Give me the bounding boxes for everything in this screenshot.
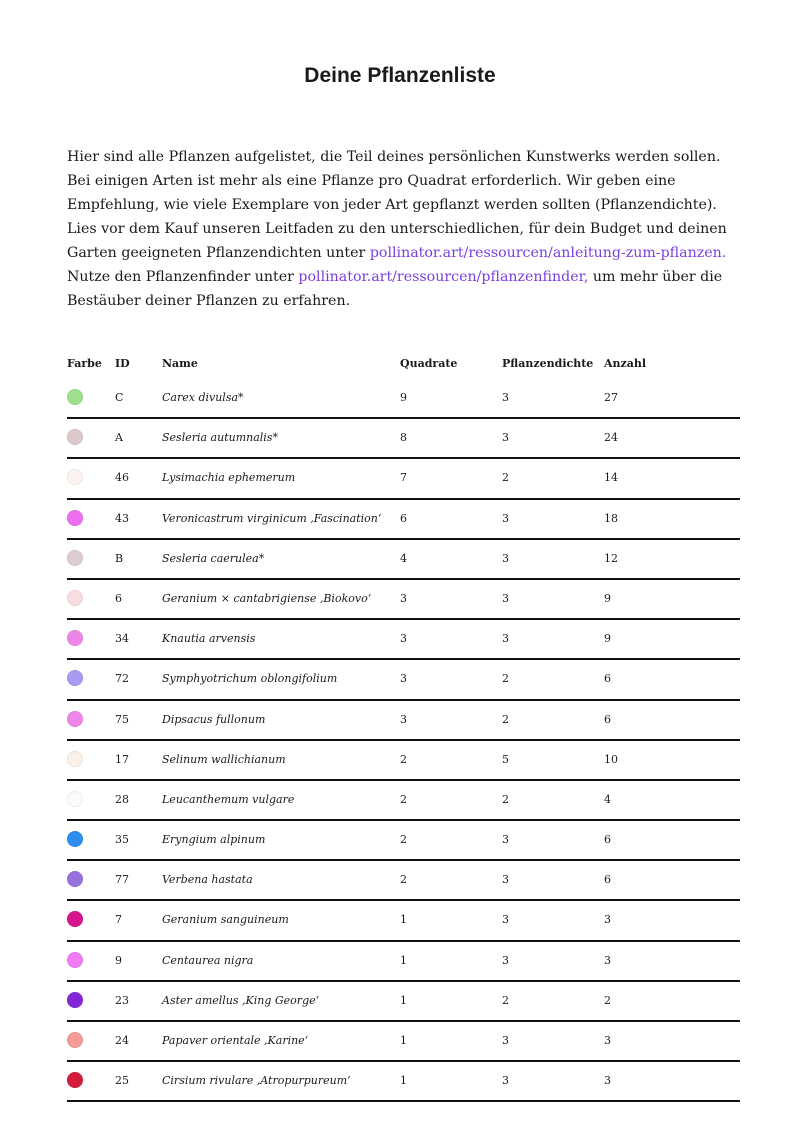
cell-pflanzendichte: 5 [502, 752, 509, 766]
cell-id: 35 [115, 833, 129, 847]
table-header [67, 349, 740, 379]
cell-pflanzendichte: 3 [502, 953, 509, 967]
cell-pflanzendichte: 2 [502, 471, 509, 485]
color-dot [67, 751, 83, 767]
cell-quadrate: 3 [400, 591, 407, 605]
cell-anzahl: 3 [604, 953, 611, 967]
cell-name: Selinum wallichianum [162, 752, 286, 766]
color-dot [67, 992, 83, 1008]
cell-id: 23 [115, 993, 129, 1007]
cell-name: Carex divulsa* [162, 391, 244, 404]
intro-text: um mehr über die [588, 269, 723, 285]
cell-name: Symphyotrichum oblongifolium [162, 672, 338, 686]
intro-line [67, 241, 747, 265]
page-title: Deine Pflanzenliste [304, 64, 496, 87]
cell-anzahl: 3 [604, 913, 611, 927]
cell-quadrate: 1 [400, 1074, 407, 1088]
color-dot [67, 711, 83, 727]
color-dot [67, 429, 83, 445]
cell-quadrate: 9 [400, 391, 407, 404]
cell-anzahl: 6 [604, 873, 611, 887]
cell-pflanzendichte: 3 [502, 833, 509, 847]
cell-name: Sesleria autumnalis* [162, 431, 278, 445]
table-row [67, 540, 740, 580]
table-row [67, 580, 740, 620]
table-row [67, 660, 740, 700]
cell-quadrate: 7 [400, 471, 407, 485]
cell-pflanzendichte: 2 [502, 712, 509, 726]
cell-id: 7 [115, 913, 122, 927]
cell-pflanzendichte: 2 [502, 993, 509, 1007]
color-dot [67, 590, 83, 606]
color-dot [67, 831, 83, 847]
cell-quadrate: 3 [400, 672, 407, 686]
color-dot [67, 630, 83, 646]
table-row [67, 1022, 740, 1062]
intro-line: Bestäuber deiner Pflanzen zu erfahren. [67, 293, 351, 309]
table-row [67, 821, 740, 861]
cell-id: 43 [115, 511, 129, 525]
cell-anzahl: 12 [604, 551, 618, 565]
table-row [67, 741, 740, 781]
cell-anzahl: 6 [604, 672, 611, 686]
cell-pflanzendichte: 3 [502, 873, 509, 887]
cell-name: Sesleria caerulea* [162, 551, 265, 565]
color-dot [67, 550, 83, 566]
cell-quadrate: 1 [400, 993, 407, 1007]
cell-anzahl: 3 [604, 1034, 611, 1047]
table-row [67, 901, 740, 941]
cell-anzahl: 10 [604, 752, 618, 766]
cell-quadrate: 2 [400, 873, 407, 887]
color-dot [67, 389, 83, 405]
header-anzahl: Anzahl [604, 357, 647, 370]
cell-name: Veronicastrum virginicum ‚Fascination‘ [162, 511, 382, 525]
cell-pflanzendichte: 2 [502, 792, 509, 806]
table-body [67, 379, 740, 1102]
cell-pflanzendichte: 3 [502, 391, 509, 404]
cell-name: Eryngium alpinum [162, 833, 266, 847]
table-row [67, 379, 740, 419]
table-row [67, 459, 740, 499]
cell-quadrate: 3 [400, 632, 407, 646]
cell-quadrate: 3 [400, 712, 407, 726]
table-row [67, 500, 740, 540]
color-dot [67, 469, 83, 485]
cell-pflanzendichte: 3 [502, 632, 509, 646]
intro-text: Nutze den Pflanzenfinder unter [67, 269, 299, 285]
cell-id: B [115, 551, 124, 565]
table-row [67, 982, 740, 1022]
cell-name: Leucanthemum vulgare [162, 792, 295, 806]
color-dot [67, 510, 83, 526]
cell-id: 9 [115, 953, 122, 967]
color-dot [67, 791, 83, 807]
intro-line [67, 265, 747, 289]
intro-line: Hier sind alle Pflanzen aufgelistet, die Teil deines persönlichen Kunstwerks werden sollen. [67, 149, 721, 165]
color-dot [67, 1072, 83, 1088]
cell-id: 28 [115, 792, 129, 806]
color-dot [67, 670, 83, 686]
cell-anzahl: 6 [604, 712, 611, 726]
cell-id: C [115, 391, 124, 404]
plant-finder-link[interactable]: pollinator.art/ressourcen/pflanzenfinder, [298, 269, 589, 285]
cell-anzahl: 24 [604, 431, 618, 445]
plant-table [67, 349, 740, 1102]
cell-anzahl: 18 [604, 511, 618, 525]
cell-pflanzendichte: 3 [502, 591, 509, 605]
cell-id: 24 [115, 1034, 129, 1047]
intro-paragraph [67, 145, 747, 313]
cell-name: Knautia arvensis [162, 632, 256, 646]
cell-quadrate: 6 [400, 511, 407, 525]
cell-id: 72 [115, 672, 129, 686]
cell-name: Cirsium rivulare ‚Atropurpureum‘ [162, 1074, 351, 1088]
table-row [67, 861, 740, 901]
cell-id: 77 [115, 873, 129, 887]
table-row [67, 1062, 740, 1102]
cell-id: A [115, 431, 123, 445]
cell-anzahl: 2 [604, 993, 611, 1007]
table-row [67, 620, 740, 660]
cell-id: 17 [115, 752, 129, 766]
cell-anzahl: 3 [604, 1074, 611, 1088]
header-pflanzendichte: Pflanzendichte [502, 357, 594, 370]
intro-line: Lies vor dem Kauf unseren Leitfaden zu den unterschiedlichen, für dein Budget und deinen [67, 221, 727, 237]
header-quadrate: Quadrate [400, 357, 458, 370]
table-row [67, 701, 740, 741]
header-id: ID [115, 357, 130, 370]
cell-anzahl: 9 [604, 632, 611, 646]
cell-name: Geranium × cantabrigiense ‚Biokovo‘ [162, 591, 372, 605]
intro-line: Bei einigen Arten ist mehr als eine Pflanze pro Quadrat erforderlich. Wir geben eine [67, 173, 676, 189]
cell-quadrate: 1 [400, 1034, 407, 1047]
header-name: Name [162, 357, 198, 370]
cell-quadrate: 2 [400, 752, 407, 766]
cell-name: Aster amellus ‚King George‘ [162, 993, 320, 1007]
cell-pflanzendichte: 3 [502, 511, 509, 525]
color-dot [67, 871, 83, 887]
cell-id: 34 [115, 632, 129, 646]
cell-pflanzendichte: 3 [502, 1034, 509, 1047]
cell-name: Papaver orientale ‚Karine‘ [162, 1034, 309, 1047]
cell-quadrate: 2 [400, 792, 407, 806]
cell-anzahl: 27 [604, 391, 618, 404]
header-farbe: Farbe [67, 357, 102, 370]
table-row [67, 419, 740, 459]
cell-name: Dipsacus fullonum [162, 712, 266, 726]
cell-pflanzendichte: 2 [502, 672, 509, 686]
cell-id: 6 [115, 591, 122, 605]
cell-id: 25 [115, 1074, 129, 1088]
planting-guide-link[interactable]: pollinator.art/ressourcen/anleitung-zum-pflanzen. [369, 245, 727, 261]
intro-line: Empfehlung, wie viele Exemplare von jeder Art gepflanzt werden sollten (Pflanzendichte). [67, 197, 717, 213]
color-dot [67, 911, 83, 927]
cell-quadrate: 4 [400, 551, 407, 565]
intro-text: Garten geeigneten Pflanzendichten unter [67, 245, 370, 261]
cell-name: Verbena hastata [162, 873, 253, 887]
cell-pflanzendichte: 3 [502, 431, 509, 445]
table-row [67, 781, 740, 821]
cell-id: 75 [115, 712, 129, 726]
cell-pflanzendichte: 3 [502, 551, 509, 565]
cell-name: Centaurea nigra [162, 953, 254, 967]
cell-pflanzendichte: 3 [502, 913, 509, 927]
cell-quadrate: 1 [400, 953, 407, 967]
cell-name: Lysimachia ephemerum [162, 471, 296, 485]
cell-quadrate: 1 [400, 913, 407, 927]
cell-anzahl: 9 [604, 591, 611, 605]
color-dot [67, 1032, 83, 1048]
table-row [67, 942, 740, 982]
cell-id: 46 [115, 471, 129, 485]
cell-pflanzendichte: 3 [502, 1074, 509, 1088]
cell-quadrate: 8 [400, 431, 407, 445]
cell-name: Geranium sanguineum [162, 913, 289, 927]
color-dot [67, 952, 83, 968]
cell-quadrate: 2 [400, 833, 407, 847]
cell-anzahl: 4 [604, 792, 611, 806]
cell-anzahl: 6 [604, 833, 611, 847]
cell-anzahl: 14 [604, 471, 618, 485]
